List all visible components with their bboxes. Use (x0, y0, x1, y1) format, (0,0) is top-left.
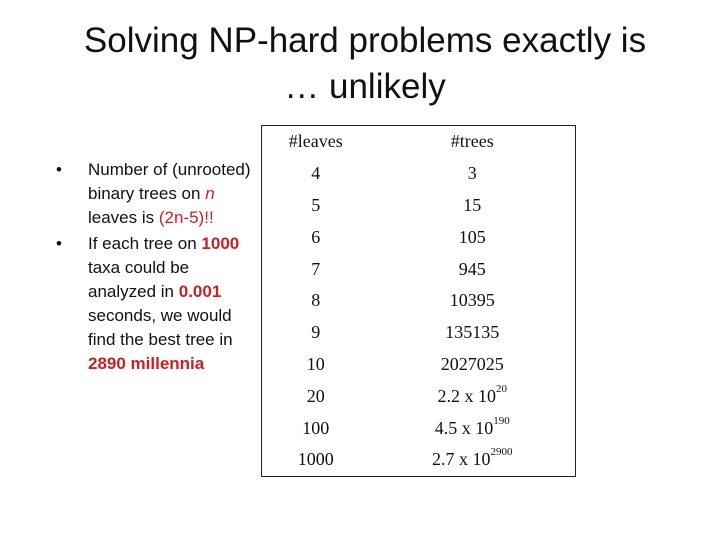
cell-trees (369, 253, 575, 285)
bullet-text: Number of (unrooted) binary trees on (88, 160, 251, 203)
title-line-1: Solving NP-hard problems exactly is (83, 21, 647, 60)
table-header-row (262, 126, 576, 158)
tree-count-table (261, 125, 576, 477)
bullet-dot-icon: • (56, 234, 62, 253)
table-row (262, 412, 576, 444)
cell-leaves: 7 (311, 258, 321, 279)
bullet-item (52, 232, 252, 376)
cell-trees (369, 349, 575, 381)
bullet-text: 1000 (201, 234, 240, 253)
bullet-dot-icon: • (56, 160, 62, 179)
cell-trees-exponent: 20 (495, 382, 507, 395)
table-row (262, 221, 576, 253)
bullet-text: (2n-5)!! (158, 208, 214, 227)
cell-leaves: 1000 (297, 449, 334, 470)
slide-title (40, 18, 690, 110)
cell-trees-value: 10395 (449, 290, 495, 311)
bullet-text: taxa could be analyzed in (88, 258, 190, 301)
table-row (262, 285, 576, 317)
table-row (262, 190, 576, 222)
cell-trees (369, 190, 575, 222)
cell-leaves: 8 (311, 290, 321, 311)
cell-leaves: 20 (306, 385, 325, 406)
cell-trees-value: 3 (467, 163, 477, 184)
table-row (262, 158, 576, 190)
bullet-text: If each tree on (88, 234, 202, 253)
cell-trees-value: 15 (463, 194, 482, 215)
table-row (262, 349, 576, 381)
bullet-text: seconds, we would find the best tree in (88, 306, 233, 349)
cell-leaves: 9 (311, 322, 321, 343)
cell-trees (369, 221, 575, 253)
bullet-text: 2890 millennia (88, 354, 205, 373)
table-row (262, 253, 576, 285)
table-row (262, 317, 576, 349)
cell-leaves: 4 (311, 163, 321, 184)
cell-trees-value: 2.7 x 10 (431, 449, 491, 470)
cell-leaves: 10 (306, 353, 325, 374)
cell-trees-value: 105 (458, 226, 486, 247)
bullet-text: 0.001 (178, 282, 222, 301)
cell-leaves: 6 (311, 226, 321, 247)
bullet-text: n (205, 184, 215, 203)
cell-trees-value: 945 (458, 258, 486, 279)
cell-leaves: 100 (302, 417, 330, 438)
header-trees: #trees (450, 131, 494, 152)
cell-trees-value: 4.5 x 10 (434, 417, 494, 438)
cell-trees (369, 444, 575, 476)
title-line-2: … unlikely (284, 67, 446, 106)
cell-trees-value: 2027025 (440, 353, 504, 374)
table-row (262, 444, 576, 476)
cell-trees (369, 285, 575, 317)
cell-trees (369, 380, 575, 412)
cell-trees (369, 412, 575, 444)
cell-trees-value: 2.2 x 10 (437, 385, 496, 406)
header-leaves: #leaves (288, 131, 343, 152)
bullet-list (52, 158, 252, 378)
cell-trees-exponent: 2900 (490, 446, 513, 459)
cell-trees-value: 135135 (445, 322, 500, 343)
table-row (262, 380, 576, 412)
bullet-text: leaves is (88, 208, 159, 227)
cell-leaves: 5 (311, 194, 321, 215)
cell-trees-exponent: 190 (493, 414, 510, 427)
cell-trees (369, 317, 575, 349)
bullet-item (52, 158, 252, 230)
cell-trees (369, 158, 575, 190)
